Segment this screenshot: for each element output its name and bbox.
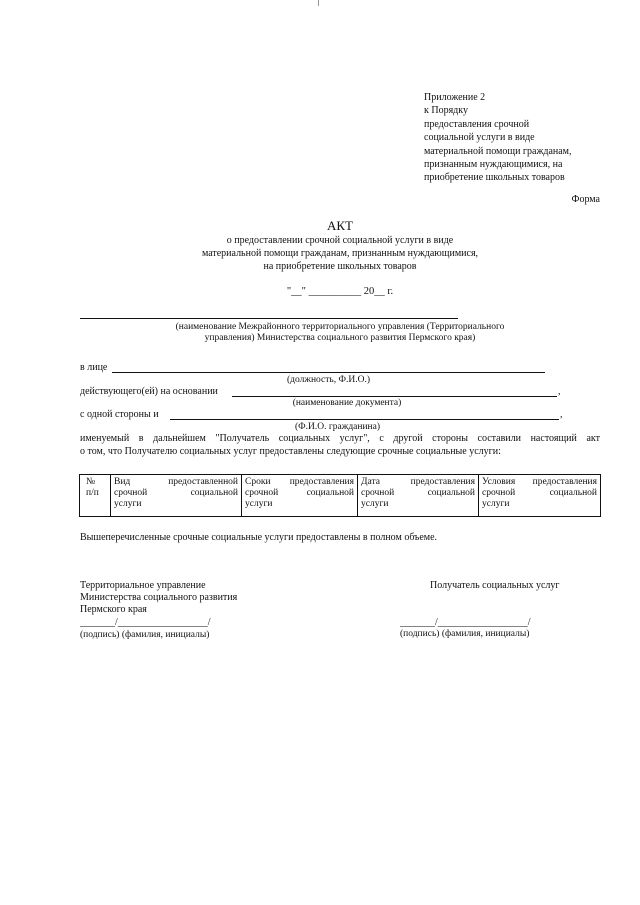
signature-right-title: Получатель социальных услуг [430, 580, 560, 591]
s-odnoy-caption: (Ф.И.О. гражданина) [295, 422, 380, 432]
comma: , [558, 386, 561, 397]
header-text: срочной социальной [245, 488, 354, 498]
title-sub-line: материальной помощи гражданам, признанным нуждающимися, [201, 248, 479, 259]
appendix-line: социальной услуги в виде [424, 132, 535, 144]
appendix-line: предоставления срочной [424, 118, 530, 130]
signature-right [430, 580, 559, 592]
signature-right-caption: (подпись) (фамилия, инициалы) [400, 629, 530, 639]
title-sub-line: на приобретение школьных товаров [263, 261, 417, 272]
header-text: Условия предоставления [482, 477, 597, 487]
v-litse-label: в лице [80, 362, 108, 373]
territorial-fill-line[interactable] [80, 318, 458, 319]
signature-left-line: Министерства социального развития [80, 592, 238, 603]
services-table [79, 474, 601, 517]
form-label: Форма [571, 194, 600, 205]
top-crop-mark [318, 0, 319, 6]
paragraph-line: именуемый в дальнейшем "Получатель социальных услуг", с другой стороны составили настоящий акт [80, 433, 600, 444]
signature-right-sign-line[interactable]: _______/__________________/ [400, 617, 531, 628]
header-text: № [86, 477, 96, 487]
territorial-caption [80, 322, 600, 345]
table-header-cell [357, 475, 478, 516]
territorial-caption-line: управления) Министерства социального развития Пермского края) [204, 333, 476, 344]
header-text: срочной социальной [114, 488, 238, 498]
title-sub-line: о предоставлении срочной социальной услуги в виде [226, 235, 454, 246]
table-header-cell [241, 475, 357, 516]
deystvuyushchego-label: действующего(ей) на основании [80, 386, 218, 397]
table-header-cell [110, 475, 241, 516]
header-text: Вид предоставленной [114, 477, 238, 487]
statement: Вышеперечисленные срочные социальные услуги предоставлены в полном объеме. [80, 532, 438, 543]
deystvuyushchego-caption: (наименование документа) [292, 398, 402, 408]
header-text: Дата предоставления [361, 477, 475, 487]
signature-left-line: Территориальное управление [80, 580, 206, 591]
s-odnoy-label: с одной стороны и [80, 409, 159, 420]
header-text: услуги [245, 499, 273, 509]
header-text: Сроки предоставления [245, 477, 354, 487]
header-text: услуги [361, 499, 389, 509]
appendix-line: материальной помощи гражданам, [424, 145, 572, 157]
date-line: "__" __________ 20__ г. [286, 286, 394, 297]
header-text: услуги [114, 499, 142, 509]
appendix-block [424, 91, 572, 185]
table-header-cell [80, 475, 110, 516]
deystvuyushchego-fill-line[interactable] [232, 396, 557, 397]
v-litse-caption: (должность, Ф.И.О.) [287, 375, 370, 385]
paragraph-line: о том, что Получателю социальных услуг предоставлены следующие срочные социальные услуги: [80, 446, 501, 457]
header-text: услуги [482, 499, 510, 509]
appendix-line: Приложение 2 [424, 92, 486, 103]
title-main: АКТ [327, 218, 353, 233]
territorial-caption-line: (наименование Межрайонного территориального управления (Территориального [175, 322, 505, 332]
signature-left-caption: (подпись) (фамилия, инициалы) [80, 630, 210, 640]
v-litse-fill-line[interactable] [112, 372, 545, 373]
document-title [80, 218, 600, 273]
signature-left [80, 580, 237, 641]
header-text: срочной социальной [361, 488, 475, 498]
comma: , [560, 409, 563, 420]
appendix-line: признанным нуждающимися, на [424, 159, 563, 171]
table-header-cell [478, 475, 600, 516]
signature-left-sign-line[interactable]: _______/__________________/ [80, 617, 211, 628]
header-text: п/п [86, 488, 99, 498]
header-text: срочной социальной [482, 488, 597, 498]
signature-left-line: Пермского края [80, 604, 147, 615]
appendix-line: к Порядку [424, 105, 468, 117]
appendix-line: приобретение школьных товаров [424, 172, 565, 184]
s-odnoy-fill-line[interactable] [170, 419, 559, 420]
